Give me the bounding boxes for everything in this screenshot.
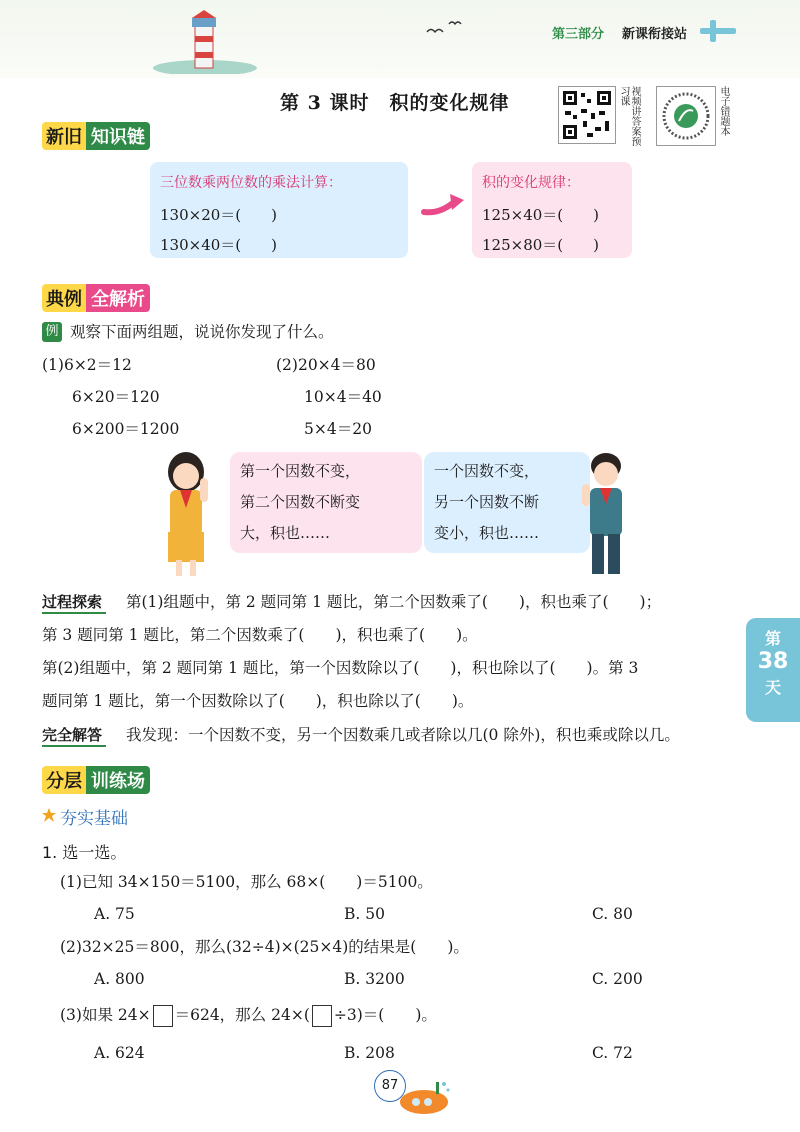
review-right-line-1: 125×40＝( )	[482, 206, 599, 224]
ruler-deco-icon	[698, 18, 738, 46]
review-right-box	[472, 162, 632, 258]
review-left-line-2: 130×40＝( )	[160, 236, 277, 254]
example-header-b: 全解析	[86, 284, 150, 312]
lighthouse-icon	[150, 8, 260, 74]
practice-header-a: 分层	[42, 766, 86, 794]
q1-option-c[interactable]: C. 80	[592, 905, 633, 923]
q3-part-c: ÷3)＝( )。	[333, 1006, 437, 1024]
boy-speech-bubble	[424, 452, 590, 553]
process-line-1: 第(1)组题中，第 2 题同第 1 题比，第二个因数乘了( )，积也乘了( )；	[126, 593, 662, 611]
error-book-qr-code[interactable]	[656, 86, 716, 146]
leaf-qr-icon	[657, 87, 715, 145]
girl-bubble-line-3: 大，积也……	[240, 524, 331, 542]
example-badge: 例	[42, 322, 62, 342]
answer-tag: 完全解答	[42, 724, 106, 747]
example-header-a: 典例	[42, 284, 86, 312]
q1-option-b[interactable]: B. 50	[344, 905, 385, 923]
example-section-header	[42, 284, 150, 312]
q3-part-b: ＝624，那么 24×(	[174, 1006, 310, 1024]
group2-line-2: 10×4＝40	[304, 388, 382, 406]
review-header-b: 知识链	[86, 122, 150, 150]
girl-bubble-line-1: 第一个因数不变，	[240, 462, 361, 480]
section-title: 新课衔接站	[622, 27, 688, 42]
example-prompt: 观察下面两组题，说说你发现了什么。	[70, 323, 334, 341]
boy-illustration	[576, 450, 640, 578]
side-tab-line-1: 第	[764, 629, 781, 648]
answer-text: 我发现：一个因数不变，另一个因数乘几或者除以几(0 除外)，积也乘或除以几。	[126, 726, 680, 744]
girl-speech-bubble	[230, 452, 422, 553]
process-line-3: 第(2)组题中，第 2 题同第 1 题比，第一个因数除以了( )，积也除以了( )。第 3	[42, 659, 639, 677]
review-right-title: 积的变化规律：	[482, 175, 580, 191]
group2-line-3: 5×4＝20	[304, 420, 372, 438]
review-left-line-1: 130×20＝( )	[160, 206, 277, 224]
qr-code-icon	[559, 87, 615, 143]
q3-option-a[interactable]: A. 624	[94, 1044, 145, 1062]
lesson-title: 第 3 课时 积的变化规律	[280, 92, 510, 114]
question-3	[60, 1005, 437, 1027]
boy-bubble-line-1: 一个因数不变，	[434, 462, 540, 480]
side-tab-line-3: 天	[764, 678, 781, 697]
birds-icon	[425, 18, 465, 38]
q2-option-a[interactable]: A. 800	[94, 970, 145, 988]
group1-line-1: (1)6×2＝12	[42, 356, 132, 374]
video-qr-caption: 视频讲答案预习课	[618, 86, 640, 146]
page-number: 87	[374, 1070, 406, 1102]
group1-line-3: 6×200＝1200	[72, 420, 180, 438]
process-tag: 过程探索	[42, 591, 106, 614]
blank-box-1[interactable]	[153, 1005, 173, 1027]
q2-option-b[interactable]: B. 3200	[344, 970, 405, 988]
review-left-title: 三位数乘两位数的乘法计算：	[160, 175, 342, 191]
section-label: 第三部分	[552, 27, 605, 42]
q2-option-c[interactable]: C. 200	[592, 970, 643, 988]
group2-line-1: (2)20×4＝80	[276, 356, 376, 374]
process-line-2: 第 3 题同第 1 题比，第二个因数乘了( )，积也乘了( )。	[42, 626, 478, 644]
q1-option-a[interactable]: A. 75	[94, 905, 135, 923]
q3-option-b[interactable]: B. 208	[344, 1044, 395, 1062]
question-2: (2)32×25＝800，那么(32÷4)×(25×4)的结果是( )。	[60, 938, 469, 956]
process-line-4: 题同第 1 题比，第一个因数除以了( )，积也除以了( )。	[42, 692, 474, 710]
boy-bubble-line-2: 另一个因数不断	[434, 493, 540, 511]
side-tab-number: 38	[757, 649, 789, 674]
blank-box-2[interactable]	[312, 1005, 332, 1027]
day-side-tab	[746, 618, 800, 722]
q3-option-c[interactable]: C. 72	[592, 1044, 633, 1062]
review-right-line-2: 125×80＝( )	[482, 236, 599, 254]
q3-part-a: (3)如果 24×	[60, 1006, 151, 1024]
girl-bubble-line-2: 第二个因数不断变	[240, 493, 361, 511]
video-qr-code[interactable]	[558, 86, 616, 144]
practice-sub-title: 夯实基础	[60, 809, 128, 829]
practice-section-header	[42, 766, 150, 794]
practice-header-b: 训练场	[86, 766, 150, 794]
question-1: (1)已知 34×150＝5100，那么 68×( )＝5100。	[60, 873, 433, 891]
star-icon	[42, 808, 56, 822]
review-section-header	[42, 122, 150, 150]
review-header-a: 新旧	[42, 122, 86, 150]
group1-line-2: 6×20＝120	[72, 388, 160, 406]
error-book-caption: 电子错题本	[718, 86, 729, 136]
review-left-box	[150, 162, 408, 258]
question-title: 1. 选一选。	[42, 843, 127, 862]
arrow-right-icon	[420, 192, 466, 218]
girl-illustration	[150, 450, 228, 578]
boy-bubble-line-3: 变小，积也……	[434, 524, 540, 542]
